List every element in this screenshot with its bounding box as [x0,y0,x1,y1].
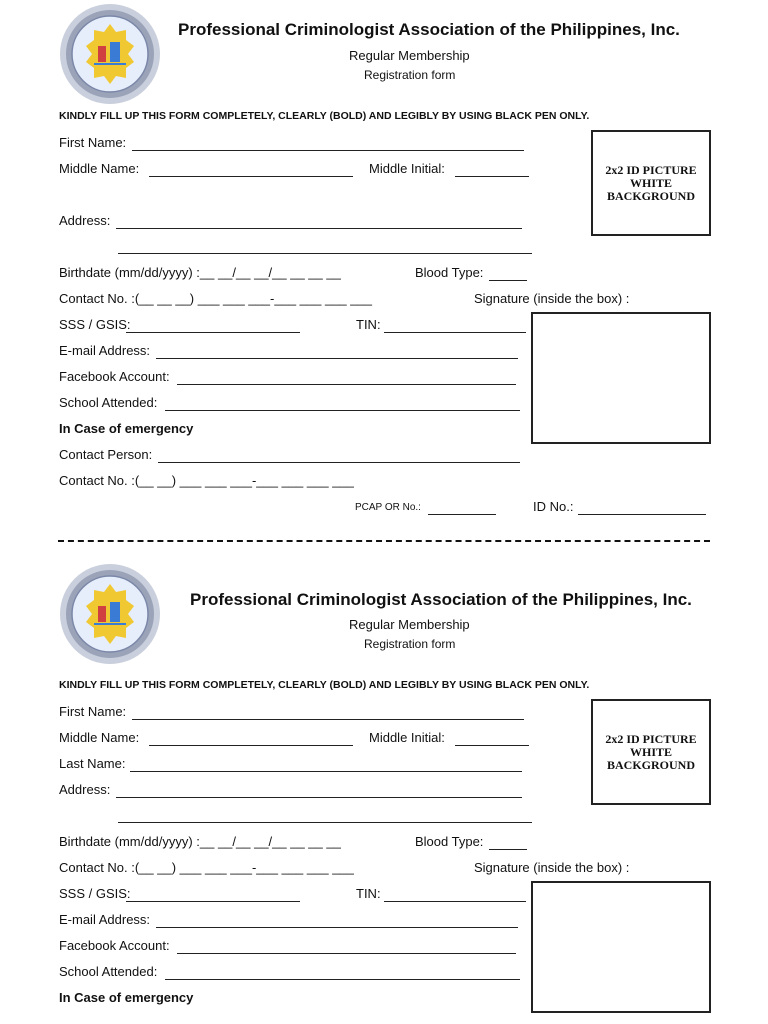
school-label: School Attended: [59,964,158,979]
middle-initial-field[interactable] [455,176,529,177]
sss-gsis-field[interactable] [126,901,300,902]
cut-line-divider [58,540,710,542]
id-no-label: ID No.: [533,499,574,514]
last-name-label: Last Name: [59,756,126,771]
id-no-field[interactable] [578,514,706,515]
pcap-logo [58,562,162,666]
blood-type-field[interactable] [489,280,527,281]
photo-box-line-3: BACKGROUND [606,188,695,203]
photo-box-line-2: WHITE [629,175,672,190]
facebook-field[interactable] [177,953,516,954]
middle-name-label: Middle Name: [59,730,140,745]
facebook-field[interactable] [177,384,516,385]
form-name: Registration form [364,637,456,651]
sss-gsis-label: SSS / GSIS: [59,317,131,332]
blood-type-label: Blood Type: [415,834,484,849]
sss-gsis-label: SSS / GSIS: [59,886,131,901]
emergency-heading: In Case of emergency [59,421,194,436]
org-title: Professional Criminologist Association of the Philippines, Inc. [178,20,680,39]
address-field-2[interactable] [118,253,532,254]
contact-person-label: Contact Person: [59,447,153,462]
school-field[interactable] [165,410,520,411]
pcap-or-label: PCAP OR No.: [355,502,421,513]
address-field-1[interactable] [116,228,522,229]
email-label: E-mail Address: [59,912,151,927]
middle-name-field[interactable] [149,745,353,746]
pcap-or-field[interactable] [428,514,496,515]
tin-field[interactable] [384,901,526,902]
instructions: KINDLY FILL UP THIS FORM COMPLETELY, CLEARLY (BOLD) AND LEGIBLY BY USING BLACK PEN ONLY. [59,679,590,691]
birthdate-label[interactable]: Birthdate (mm/dd/yyyy) :__ __/__ __/__ __ __ __ [59,265,341,280]
birthdate-label[interactable]: Birthdate (mm/dd/yyyy) :__ __/__ __/__ __ __ __ [59,834,341,849]
blood-type-label: Blood Type: [415,265,484,280]
address-field-1[interactable] [116,797,522,798]
tin-label: TIN: [356,886,381,901]
middle-name-label: Middle Name: [59,161,140,176]
photo-box-line-1: 2x2 ID PICTURE [605,731,697,746]
school-label: School Attended: [59,395,158,410]
email-field[interactable] [156,927,518,928]
photo-box-line-2: WHITE [629,744,672,759]
email-label: E-mail Address: [59,343,151,358]
tin-label: TIN: [356,317,381,332]
membership-type: Regular Membership [349,48,470,63]
middle-initial-field[interactable] [455,745,529,746]
id-photo-box[interactable] [591,130,711,236]
facebook-label: Facebook Account: [59,369,170,384]
emergency-contact-no-label[interactable]: Contact No. :(__ __) ___ ___ ___-___ ___ ___ ___ [59,473,354,488]
middle-initial-label: Middle Initial: [369,730,445,745]
address-label: Address: [59,782,111,797]
pcap-logo [58,2,162,106]
signature-box[interactable] [531,312,711,444]
first-name-field[interactable] [132,719,524,720]
contact-no-label[interactable]: Contact No. :(__ __ __) ___ ___ ___-___ ___ ___ ___ [59,291,372,306]
emergency-heading: In Case of emergency [59,990,194,1005]
middle-name-field[interactable] [149,176,353,177]
signature-label: Signature (inside the box) : [474,291,630,306]
instructions: KINDLY FILL UP THIS FORM COMPLETELY, CLEARLY (BOLD) AND LEGIBLY BY USING BLACK PEN ONLY. [59,110,590,122]
signature-box[interactable] [531,881,711,1013]
id-photo-box[interactable] [591,699,711,805]
last-name-field[interactable] [130,771,522,772]
address-label: Address: [59,213,111,228]
first-name-field[interactable] [132,150,524,151]
first-name-label: First Name: [59,704,127,719]
form-name: Registration form [364,68,456,82]
email-field[interactable] [156,358,518,359]
tin-field[interactable] [384,332,526,333]
photo-box-line-3: BACKGROUND [606,757,695,772]
blood-type-field[interactable] [489,849,527,850]
facebook-label: Facebook Account: [59,938,170,953]
address-field-2[interactable] [118,822,532,823]
first-name-label: First Name: [59,135,127,150]
signature-label: Signature (inside the box) : [474,860,630,875]
membership-type: Regular Membership [349,617,470,632]
contact-person-field[interactable] [158,462,520,463]
org-title: Professional Criminologist Association of the Philippines, Inc. [190,590,692,609]
contact-no-label[interactable]: Contact No. :(__ __) ___ ___ ___-___ ___ ___ ___ [59,860,354,875]
photo-box-line-1: 2x2 ID PICTURE [605,162,697,177]
sss-gsis-field[interactable] [126,332,300,333]
school-field[interactable] [165,979,520,980]
middle-initial-label: Middle Initial: [369,161,445,176]
